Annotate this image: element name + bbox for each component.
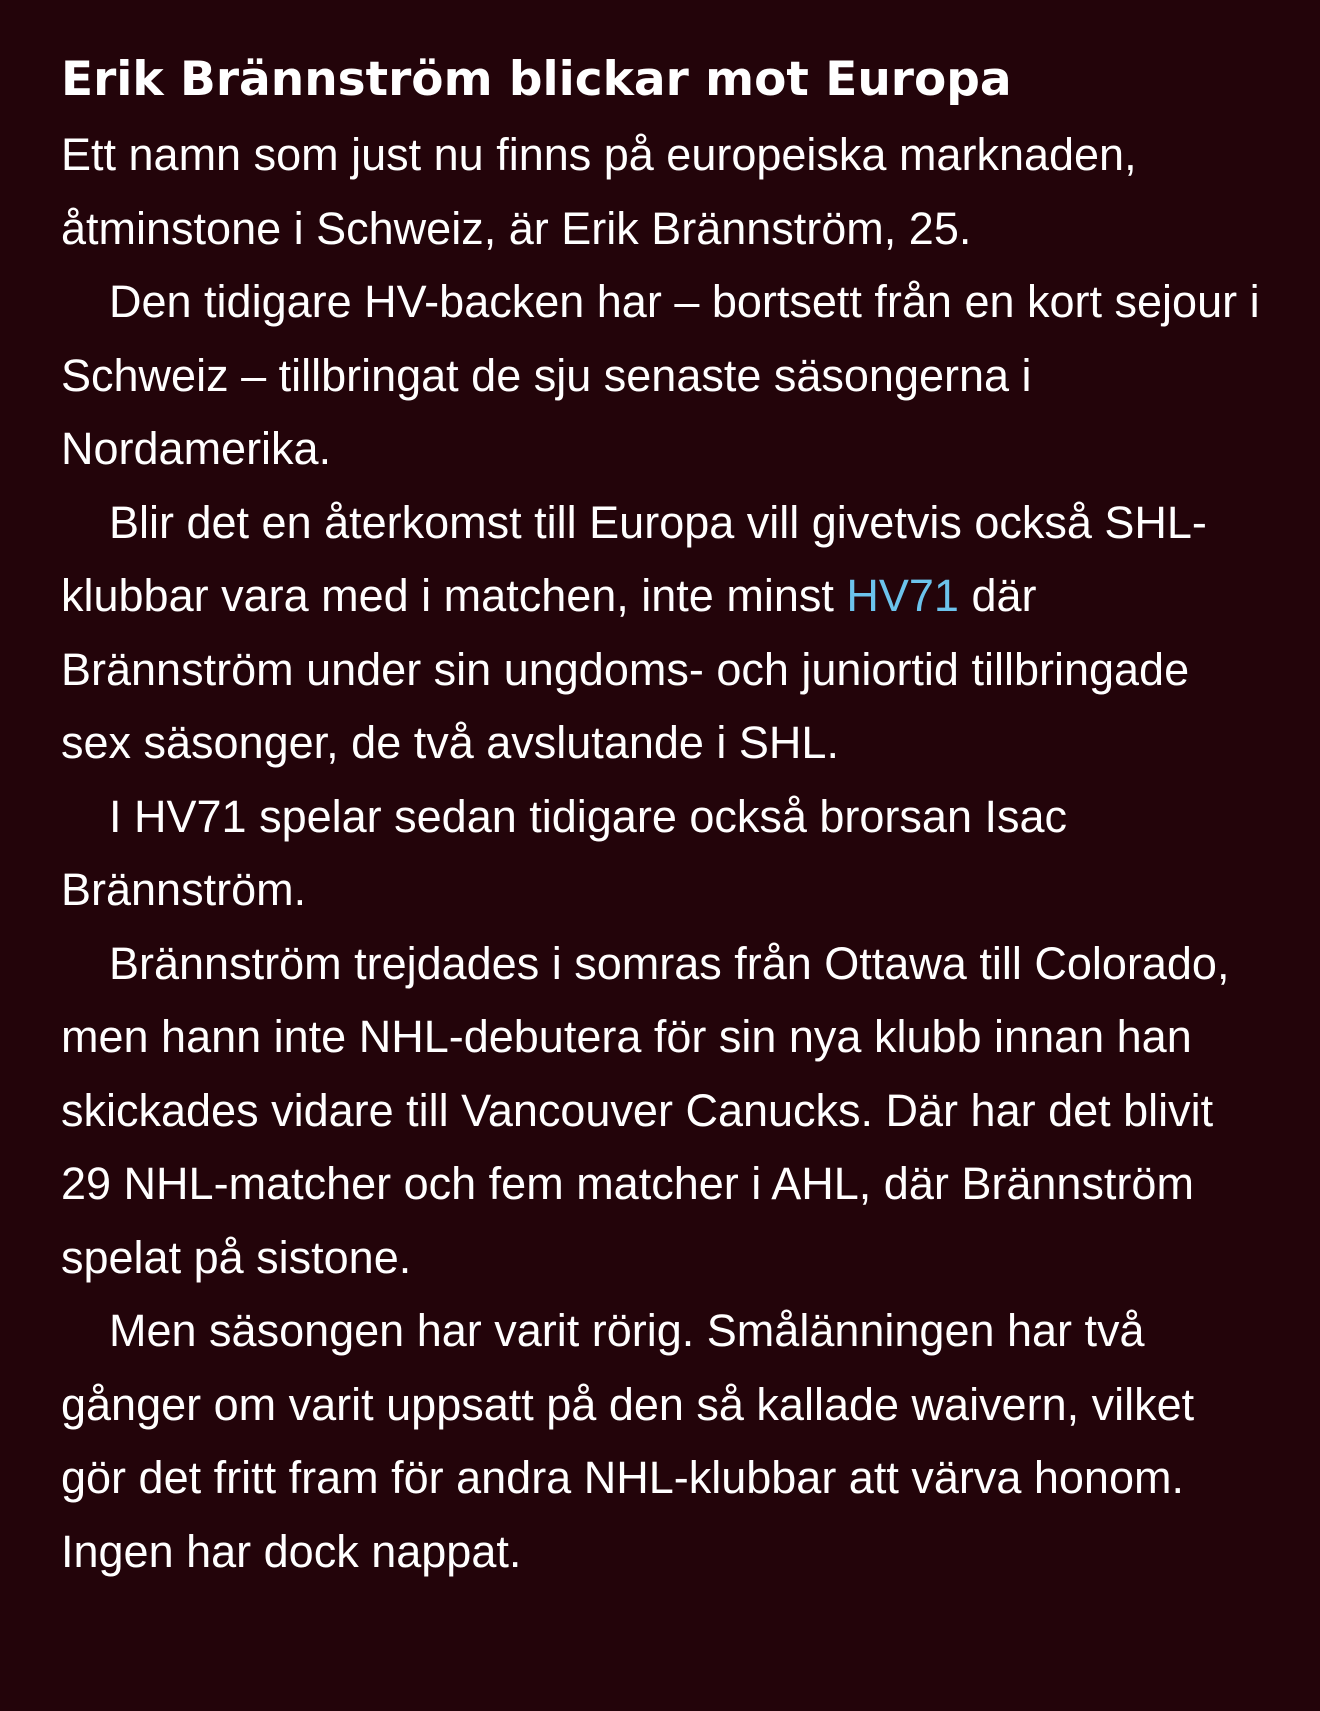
paragraph-trade: Brännström trejdades i somras från Ottawa till Colorado, men hann inte NHL-debutera för sin nya klubb innan han skickades vidare till Vancouver Canucks. Där har det blivit 29 NHL-matcher och fem matcher i AHL, där Brännström spelat på sistone. [61,937,1230,1283]
paragraph-shl-interest-end: där Brännström under sin ungdoms- och juniortid tillbringade sex säsonger, de två avslutande i SHL. [61,570,1190,768]
hv71-link[interactable]: HV71 [846,570,959,621]
paragraph-shl-interest [61,486,1271,780]
paragraph-shl-interest-start: Blir det en återkomst till Europa vill givetvis också SHL-klubbar vara med i matchen, inte minst [61,496,1207,621]
paragraph-brother: I HV71 spelar sedan tidigare också brorsan Isac Brännström. [61,790,1068,915]
paragraph-waiver: Men säsongen har varit rörig. Smålänningen har två gånger om varit uppsatt på den så kallade waivern, vilket gör det fritt fram för andra NHL-klubbar att värva honom. Ingen har dock nappat. [61,1305,1195,1577]
article-body [61,118,1271,1588]
article [61,44,1271,1588]
paragraph-intro: Ett namn som just nu finns på europeiska marknaden, åtminstone i Schweiz, är Erik Brännström, 25. [61,129,1137,254]
article-headline: Erik Brännström blickar mot Europa [61,52,1012,107]
paragraph-career: Den tidigare HV-backen har – bortsett från en kort sejour i Schweiz – tillbringat de sju senaste säsongerna i Nordamerika. [61,276,1260,474]
